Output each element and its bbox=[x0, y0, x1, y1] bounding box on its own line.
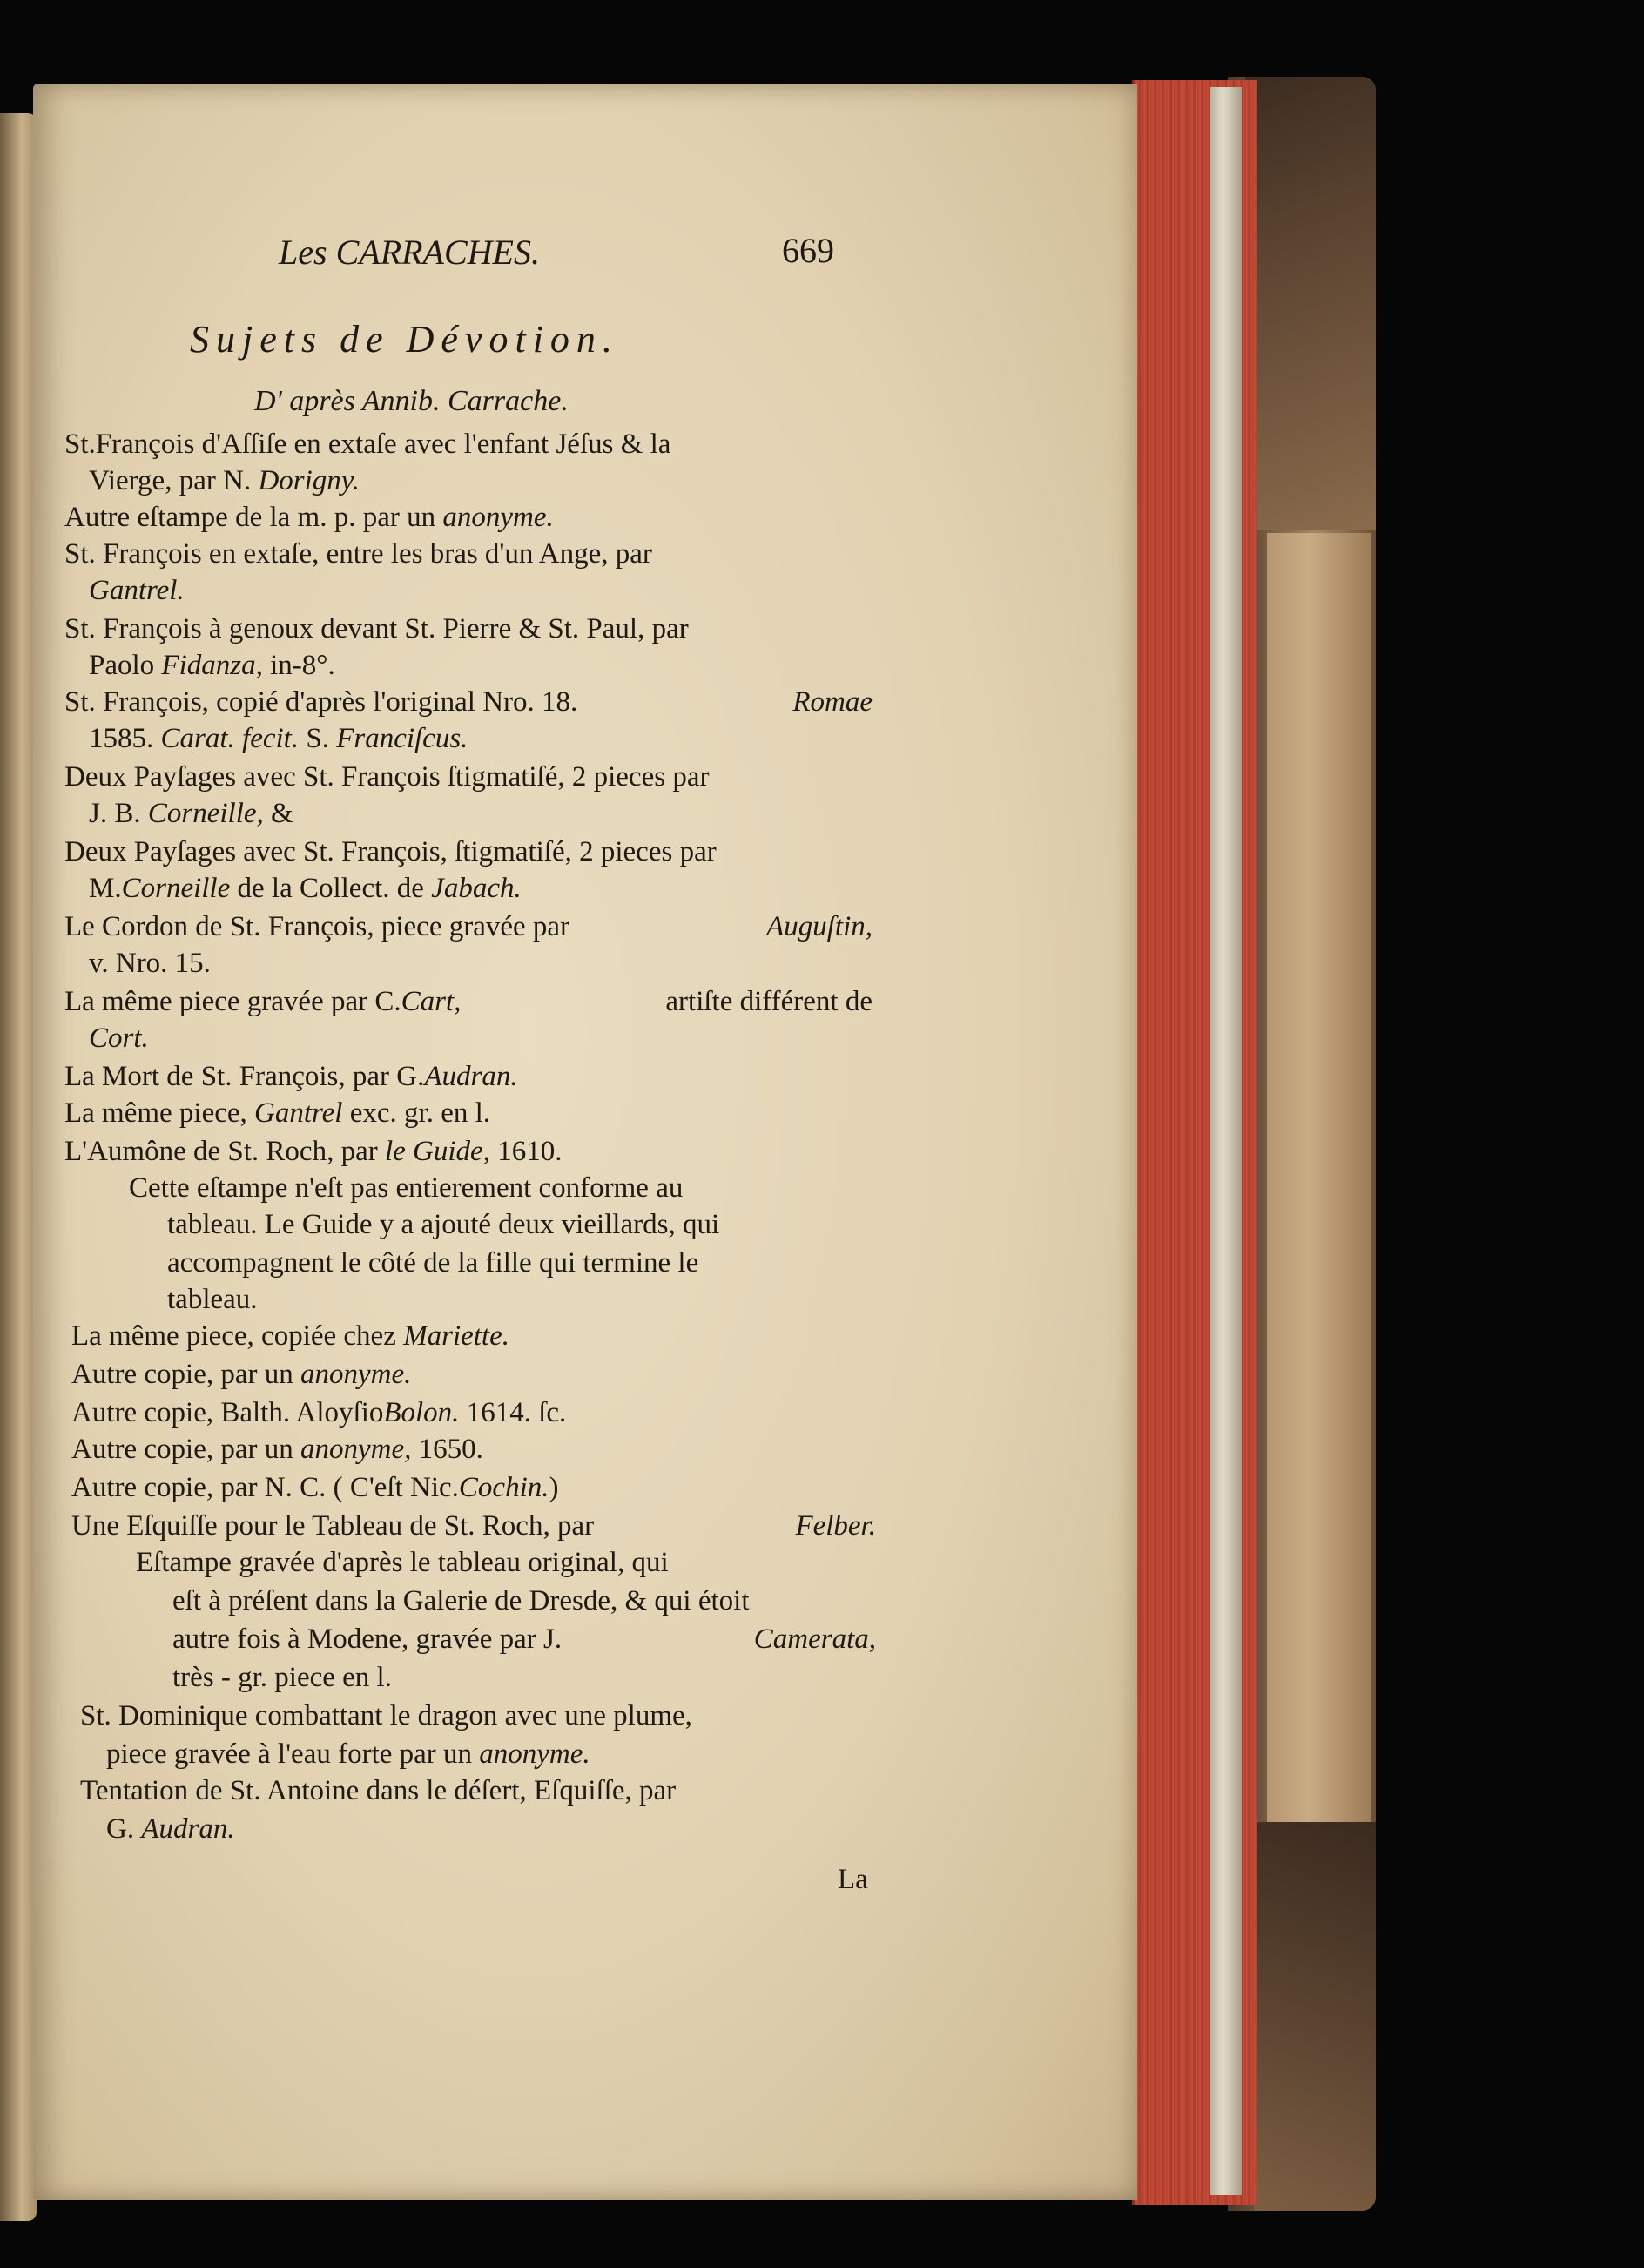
note-line bbox=[136, 1549, 876, 1577]
entry-text: St. François en extaſe, entre les bras d'un Ange, par bbox=[64, 538, 652, 570]
running-head-prefix: Les bbox=[279, 233, 327, 272]
entry-artist: Audran. bbox=[424, 1061, 518, 1092]
entry-text: La Mort de St. François, par G. bbox=[64, 1061, 425, 1092]
entry-text: S. bbox=[306, 723, 329, 754]
entry-line bbox=[64, 1063, 518, 1091]
subtitle-prefix: D' après bbox=[254, 385, 355, 417]
entry-text: ) bbox=[549, 1472, 559, 1503]
entry-text: Autre copie, par un bbox=[71, 1434, 293, 1465]
note-text: tableau. bbox=[167, 1284, 258, 1315]
note-text: Eſtampe gravée d'après le tableau original, qui bbox=[136, 1547, 669, 1578]
entry-artist: Mariette. bbox=[403, 1320, 509, 1352]
note-text: accompagnent le côté de la fille qui termine le bbox=[167, 1247, 699, 1279]
note-artist: Camerata, bbox=[753, 1623, 876, 1655]
entry-line bbox=[64, 615, 873, 644]
entry-format: in-8°. bbox=[270, 650, 335, 681]
entry-line bbox=[89, 949, 211, 978]
entry-text: M. bbox=[89, 873, 122, 904]
section-subtitle bbox=[254, 387, 569, 416]
running-head bbox=[279, 235, 540, 270]
note-line bbox=[167, 1211, 873, 1239]
note-text: très - gr. piece en l. bbox=[172, 1662, 392, 1693]
entry-artist: Dorigny. bbox=[258, 465, 360, 496]
entry-text: piece gravée à l'eau forte par un bbox=[106, 1738, 473, 1770]
entry-artist: Cort. bbox=[89, 1023, 149, 1054]
entry-line bbox=[71, 1360, 411, 1389]
entry-artist: Gantrel bbox=[254, 1097, 343, 1129]
entry-inscription: Carat. fecit. bbox=[160, 723, 300, 754]
entry-year: 1585. bbox=[89, 723, 154, 754]
entry-text: St. François, copié d'après l'original Nro. 18. bbox=[64, 686, 578, 718]
entry-artist: Audran. bbox=[141, 1813, 235, 1845]
entry-line bbox=[71, 1322, 509, 1351]
entry-line bbox=[106, 1740, 590, 1769]
entry-text: artiſte différent de bbox=[665, 986, 873, 1017]
entry-line bbox=[71, 1512, 876, 1541]
entry-artist: Bolon. bbox=[383, 1397, 460, 1428]
cover-leather-bottom bbox=[1254, 1822, 1376, 2211]
entry-line bbox=[71, 1435, 483, 1464]
note-line bbox=[167, 1249, 873, 1278]
entry-text: L'Aumône de St. Roch, par bbox=[64, 1136, 378, 1167]
entry-line bbox=[64, 1099, 490, 1128]
entry-text: Le Cordon de St. François, piece gravée par bbox=[64, 911, 570, 942]
page-number: 669 bbox=[782, 231, 834, 270]
entry-line bbox=[89, 725, 468, 753]
entry-artist: anonyme. bbox=[442, 502, 554, 533]
entry-artist: Felber. bbox=[795, 1510, 876, 1542]
note-line bbox=[172, 1587, 876, 1616]
entry-artist: le Guide, bbox=[384, 1136, 490, 1167]
entry-artist: Gantrel. bbox=[89, 575, 185, 606]
entry-line bbox=[89, 577, 185, 605]
entry-line bbox=[80, 1777, 876, 1806]
entry-text: Paolo bbox=[89, 650, 155, 681]
entry-text: Autre eſtampe de la m. p. par un bbox=[64, 502, 436, 533]
entry-line bbox=[64, 688, 873, 717]
subtitle-name: Annib. Carrache. bbox=[361, 385, 569, 417]
entry-line bbox=[64, 540, 873, 569]
note-text: autre fois à Modene, gravée par J. bbox=[172, 1623, 563, 1655]
entry-year: 1610. bbox=[497, 1136, 563, 1167]
entry-text: St. François à genoux devant St. Pierre & St. Paul, par bbox=[64, 613, 689, 645]
entry-text: St.François d'Aſſiſe en extaſe avec l'enfant Jéſus & la bbox=[64, 429, 671, 460]
entry-text: St. Dominique combattant le dragon avec une plume, bbox=[80, 1700, 692, 1731]
entry-text: La même piece, bbox=[64, 1097, 247, 1129]
entry-year: 1614. ſc. bbox=[466, 1397, 567, 1428]
entry-text: Autre copie, par un bbox=[71, 1359, 293, 1390]
entry-line bbox=[89, 651, 335, 680]
entry-artist: Corneille, bbox=[147, 798, 264, 829]
entry-artist: Auguſtin, bbox=[766, 911, 873, 942]
book-page bbox=[33, 84, 1137, 2200]
entry-artist: Cochin. bbox=[458, 1472, 549, 1503]
entry-text: Tentation de St. Antoine dans le déſert, Eſquiſſe, par bbox=[80, 1775, 677, 1806]
previous-page-edge bbox=[0, 113, 37, 2221]
entry-line bbox=[89, 467, 360, 496]
entry-line bbox=[71, 1474, 558, 1502]
note-text: Cette eſtampe n'eſt pas entierement conforme au bbox=[129, 1172, 684, 1204]
entry-artist: Corneille bbox=[121, 873, 231, 904]
note-text: eſt à préſent dans la Galerie de Dresde, & qui étoit bbox=[172, 1585, 750, 1617]
entry-line bbox=[89, 800, 293, 828]
entry-artist: Fidanza, bbox=[161, 650, 263, 681]
note-line bbox=[167, 1286, 258, 1314]
entry-text: Autre copie, par N. C. ( C'eſt Nic. bbox=[71, 1472, 459, 1503]
entry-text: exc. gr. en l. bbox=[349, 1097, 491, 1129]
cover-leather-top bbox=[1245, 77, 1376, 530]
entry-line bbox=[64, 763, 873, 792]
entry-text: Autre copie, Balth. Aloyſio bbox=[71, 1397, 384, 1428]
entry-text: La même piece, copiée chez bbox=[71, 1320, 396, 1352]
entry-line bbox=[71, 1399, 566, 1428]
entry-inscription: Franciſcus. bbox=[336, 723, 468, 754]
cover-paper-middle bbox=[1267, 533, 1371, 1822]
entry-artist: Cart, bbox=[401, 986, 462, 1017]
entry-line bbox=[89, 1024, 149, 1053]
entry-line bbox=[64, 1137, 562, 1166]
entry-text: v. Nro. 15. bbox=[89, 948, 211, 979]
section-title: Sujets de Dévotion. bbox=[190, 318, 619, 361]
catchword: La bbox=[838, 1864, 868, 1895]
entry-text: de la Collect. de bbox=[237, 873, 424, 904]
entry-line bbox=[64, 430, 873, 459]
entry-collection: Jabach. bbox=[431, 873, 522, 904]
entry-text: Deux Payſages avec St. François ſtigmatiſé, 2 pieces par bbox=[64, 761, 710, 793]
note-line bbox=[172, 1625, 876, 1654]
entry-artist: anonyme, bbox=[300, 1434, 412, 1465]
note-text: tableau. Le Guide y a ajouté deux vieillards, qui bbox=[167, 1209, 720, 1240]
entry-text: Une Eſquiſſe pour le Tableau de St. Roch, par bbox=[71, 1510, 595, 1542]
entry-line bbox=[89, 874, 522, 903]
entry-line bbox=[64, 503, 554, 532]
entry-year: 1650. bbox=[418, 1434, 483, 1465]
entry-text: La même piece gravée par C. bbox=[64, 986, 401, 1017]
endpaper-edge bbox=[1210, 87, 1242, 2195]
running-head-title: CARRACHES. bbox=[335, 233, 540, 272]
entry-text: & bbox=[271, 798, 293, 829]
entry-inscription: Romae bbox=[792, 686, 873, 718]
entry-text: Deux Payſages avec St. François, ſtigmatiſé, 2 pieces par bbox=[64, 836, 717, 867]
entry-line bbox=[64, 988, 873, 1016]
note-line bbox=[172, 1664, 392, 1692]
note-line bbox=[129, 1174, 873, 1203]
entry-line bbox=[64, 838, 873, 867]
entry-text: G. bbox=[106, 1813, 135, 1845]
entry-artist: anonyme. bbox=[300, 1359, 412, 1390]
entry-line bbox=[64, 913, 873, 942]
entry-text: J. B. bbox=[89, 798, 141, 829]
entry-line bbox=[80, 1702, 876, 1731]
entry-text: Vierge, par N. bbox=[89, 465, 252, 496]
entry-artist: anonyme. bbox=[479, 1738, 590, 1770]
entry-line bbox=[106, 1815, 235, 1844]
